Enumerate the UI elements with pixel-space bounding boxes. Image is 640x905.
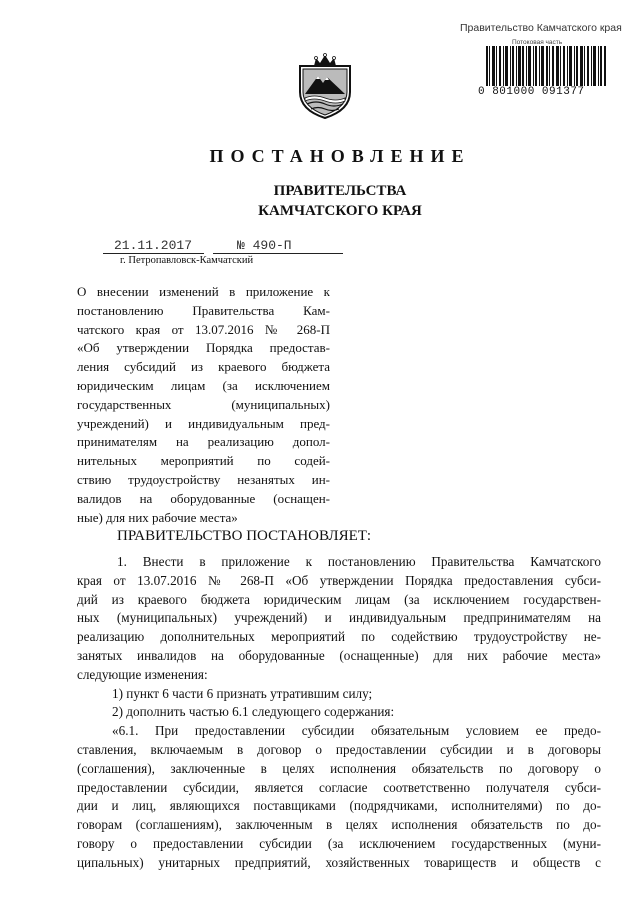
body-line: говору о предоставлении субсидии (за исключением государственных (муни- [77, 835, 601, 851]
body-line: дий из краевого бюджета юридическим лицам (за исключением государствен- [77, 591, 601, 607]
summary-line: нительных мероприятий по содей- [77, 453, 330, 469]
document-issuer [0, 181, 640, 221]
body-line: занятых инвалидов на оборудованные (оснащенные) для них рабочие места» [77, 647, 601, 663]
document-summary [77, 283, 330, 527]
body-line: 1. Внести в приложение к постановлению Правительства Камчатского [117, 554, 601, 569]
summary-line: валидов на оборудованные (оснащен- [77, 490, 330, 506]
document-city: г. Петропавловск-Камчатский [120, 255, 254, 266]
summary-line: принимателям на реализацию допол- [77, 434, 330, 450]
body-line: реализацию дополнительных мероприятий по содействию трудоустройству не- [77, 629, 601, 645]
body-line: ных (муниципальных) учреждений) и индивидуальным предпринимателям на [77, 610, 601, 626]
issuer-line-1: ПРАВИТЕЛЬСТВА [273, 183, 407, 199]
summary-line: ления субсидий из краевого бюджета [77, 359, 330, 375]
body-line: (соглашения), заключенные в целях исполнения обязательств по договору о [77, 760, 601, 776]
document-title: ПОСТАНОВЛЕНИЕ [209, 146, 471, 166]
barcode-number: 0 801000 091377 [478, 86, 585, 98]
body-line: говорам (соглашениям), заключенным в целях исполнения обязательств по до- [77, 817, 601, 833]
summary-line: постановлению Правительства Кам- [77, 302, 330, 318]
body-line: ципальных) унитарных предприятий, хозяйственных товариществ и обществ с [77, 854, 601, 870]
date-underline [103, 253, 204, 254]
document-body [77, 553, 601, 873]
body-line: предоставлении субсидии, является согласие соответственно получателя субси- [77, 779, 601, 795]
body-line: ставления, включаемым в договор о предоставлении субсидии и в договоры [77, 741, 601, 757]
body-line: «6.1. При предоставлении субсидии обязательным условием ее предо- [112, 723, 601, 739]
summary-line: «Об утверждении Порядка предостав- [77, 340, 330, 356]
body-line: 2) дополнить частью 6.1 следующего содержания: [112, 704, 395, 720]
registration-stamp-label: Правительство Камчатского края [460, 22, 622, 34]
document-number: № 490-П [237, 238, 292, 253]
document-date: 21.11.2017 [114, 238, 193, 253]
summary-line: юридическим лицам (за исключением [77, 377, 330, 393]
summary-line: О внесении изменений в приложение к [77, 284, 330, 299]
body-line: края от 13.07.2016 № 268-П «Об утверждении Порядка предоставления субси- [77, 572, 601, 588]
summary-line: государственных (муниципальных) [77, 396, 330, 412]
summary-line: ные) для них рабочие места» [77, 509, 238, 525]
body-line: дии и лиц, являющихся поставщиками (подрядчиками, исполнителями) по до- [77, 798, 601, 814]
barcode [486, 46, 606, 86]
body-line: 1) пункт 6 части 6 признать утратившим силу; [112, 685, 373, 701]
body-line: следующие изменения: [77, 666, 208, 682]
number-underline [213, 253, 343, 254]
decree-heading: ПРАВИТЕЛЬСТВО ПОСТАНОВЛЯЕТ: [117, 528, 372, 544]
registration-stamp-subtext: Потоковая часть [512, 39, 563, 46]
kamchatka-coat-of-arms-icon [296, 52, 354, 120]
summary-line: ствию трудоустройству незанятых ин- [77, 471, 330, 487]
summary-line: учреждений) и индивидуальным пред- [77, 415, 330, 431]
summary-line: чатского края от 13.07.2016 № 268-П [77, 321, 330, 337]
issuer-line-2: КАМЧАТСКОГО КРАЯ [258, 203, 422, 219]
